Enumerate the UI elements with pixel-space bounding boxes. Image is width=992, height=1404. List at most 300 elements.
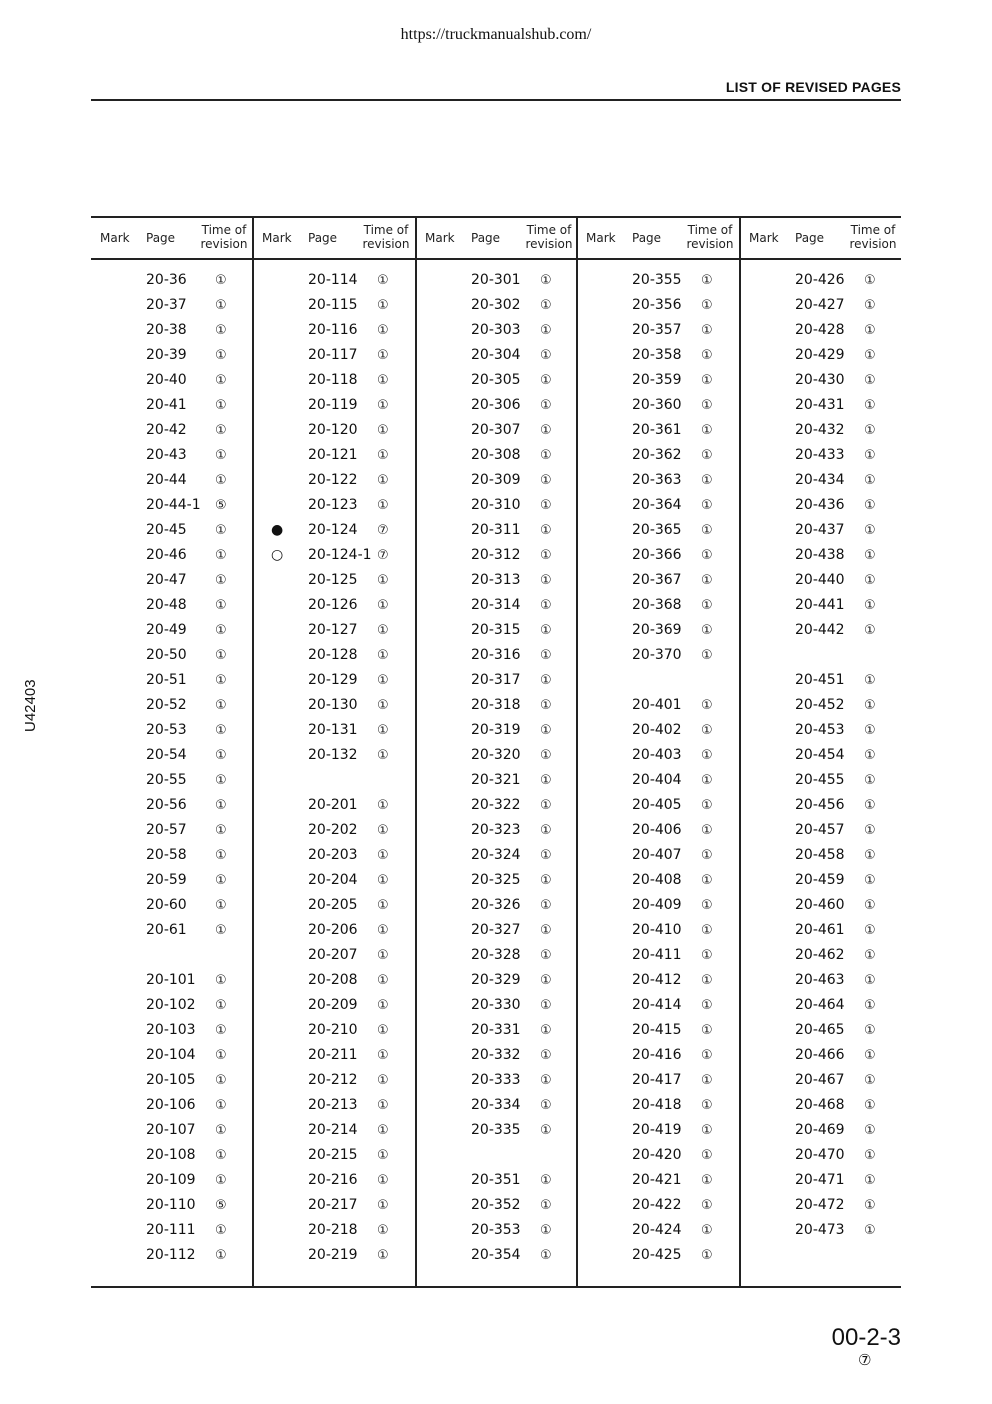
table-row [740,772,900,797]
page-cell: 20-470 [795,1147,845,1163]
page-cell: 20-460 [795,897,845,913]
page-cell: 20-54 [146,747,187,763]
revision-cell: ⑤ [215,1198,227,1213]
table-row [253,322,413,347]
table-row [416,1247,576,1272]
table-row [740,947,900,972]
page-cell: 20-303 [471,322,521,338]
page-cell: 20-368 [632,597,682,613]
column-header [253,218,414,258]
revision-cell: ① [215,823,227,838]
revision-cell: ① [701,323,713,338]
revision-cell: ① [215,698,227,713]
table-row [91,372,251,397]
table-row [416,1222,576,1247]
page-cell: 20-302 [471,297,521,313]
table-row [91,1172,251,1197]
page-cell: 20-463 [795,972,845,988]
table-row [91,1222,251,1247]
revision-cell: ① [540,1173,552,1188]
revision-cell: ① [215,473,227,488]
column-header [91,218,252,258]
header-time-line2: revision [362,237,410,251]
table-row [577,697,737,722]
page-cell: 20-430 [795,372,845,388]
table-row [577,1247,737,1272]
header-time-line1: Time of [363,223,409,237]
table-row [577,772,737,797]
table-row [416,697,576,722]
revision-cell: ① [701,1173,713,1188]
revision-cell: ① [540,698,552,713]
page-cell: 20-334 [471,1097,521,1113]
revision-cell: ① [864,1023,876,1038]
page-cell: 20-218 [308,1222,358,1238]
revision-cell: ① [701,573,713,588]
page-cell: 20-209 [308,997,358,1013]
table-row [577,497,737,522]
revision-cell: ① [377,848,389,863]
revision-cell: ① [864,973,876,988]
table-row [91,1047,251,1072]
table-row [577,672,737,697]
revision-cell: ① [215,673,227,688]
revision-cell: ① [377,723,389,738]
table-row [740,522,900,547]
revision-cell: ① [864,298,876,313]
revision-cell: ① [215,273,227,288]
table-row [91,1247,251,1272]
page-cell: 20-459 [795,872,845,888]
header-page: Page [632,231,662,245]
page-cell: 20-55 [146,772,187,788]
table-row [253,897,413,922]
page-cell: 20-452 [795,697,845,713]
revision-cell: ① [540,898,552,913]
revision-cell: ① [540,748,552,763]
page-cell: 20-311 [471,522,521,538]
revision-cell: ① [377,323,389,338]
table-row [253,822,413,847]
table-row [91,1122,251,1147]
page-cell: 20-216 [308,1172,358,1188]
revision-cell: ① [864,1123,876,1138]
revision-cell: ① [540,448,552,463]
table-row [416,672,576,697]
revision-cell: ① [377,998,389,1013]
revision-cell: ① [540,923,552,938]
page-cell: 20-42 [146,422,187,438]
revision-cell: ① [701,1073,713,1088]
revision-cell: ⑦ [377,548,389,563]
table-group [416,218,577,1286]
table-row [577,297,737,322]
page-cell: 20-114 [308,272,358,288]
revision-cell: ① [215,773,227,788]
revision-cell: ① [377,598,389,613]
page-cell: 20-211 [308,1047,358,1063]
revision-cell: ① [540,1048,552,1063]
revision-cell: ① [864,623,876,638]
page-cell: 20-214 [308,1122,358,1138]
page-cell: 20-419 [632,1122,682,1138]
table-row [577,1047,737,1072]
page-cell: 20-102 [146,997,196,1013]
page-cell: 20-47 [146,572,187,588]
revision-cell: ① [864,798,876,813]
revision-cell: ① [377,1073,389,1088]
revision-cell: ① [377,373,389,388]
page-cell: 20-328 [471,947,521,963]
table-row [577,1222,737,1247]
page-cell: 20-112 [146,1247,196,1263]
page-cell: 20-317 [471,672,521,688]
page-cell: 20-210 [308,1022,358,1038]
table-row [253,697,413,722]
page-cell: 20-307 [471,422,521,438]
table-row [253,1022,413,1047]
page-cell: 20-410 [632,922,682,938]
revision-cell: ① [377,573,389,588]
revision-cell: ① [215,973,227,988]
revision-cell: ① [377,1048,389,1063]
revision-cell: ① [701,348,713,363]
revision-cell: ① [540,948,552,963]
revision-cell: ① [864,548,876,563]
revision-cell: ① [864,1098,876,1113]
page-cell: 20-204 [308,872,358,888]
page-cell: 20-202 [308,822,358,838]
revision-cell: ① [215,373,227,388]
header-mark: Mark [586,231,616,245]
page-cell: 20-122 [308,472,358,488]
revision-cell: ① [540,773,552,788]
table-row [740,397,900,422]
table-row [740,272,900,297]
page-cell: 20-362 [632,447,682,463]
page-cell: 20-318 [471,697,521,713]
page-cell: 20-458 [795,847,845,863]
revision-cell: ① [215,898,227,913]
page-cell: 20-418 [632,1097,682,1113]
page-cell: 20-412 [632,972,682,988]
revision-cell: ① [215,323,227,338]
page-cell: 20-132 [308,747,358,763]
table-row [577,472,737,497]
page-cell: 20-206 [308,922,358,938]
header-mark: Mark [262,231,292,245]
table-row [577,1097,737,1122]
table-row [577,822,737,847]
revision-cell: ① [540,573,552,588]
table-row [253,922,413,947]
page-cell: 20-124 [308,522,358,538]
page-cell: 20-363 [632,472,682,488]
page-cell: 20-208 [308,972,358,988]
title-rule [91,99,901,101]
table-row [253,1122,413,1147]
table-row [577,997,737,1022]
table-row [253,522,413,547]
header-mark: Mark [100,231,130,245]
table-row [416,522,576,547]
table-row [91,297,251,322]
page-cell: 20-335 [471,1122,521,1138]
revision-cell: ① [540,1123,552,1138]
page-cell: 20-461 [795,922,845,938]
revision-cell: ① [864,723,876,738]
revision-cell: ① [864,348,876,363]
page-cell: 20-107 [146,1122,196,1138]
revision-cell: ① [701,1223,713,1238]
table-row [91,972,251,997]
revision-cell: ① [864,523,876,538]
page-cell: 20-467 [795,1072,845,1088]
table-row [577,972,737,997]
page-cell: 20-329 [471,972,521,988]
page-cell: 20-37 [146,297,187,313]
header-page: Page [308,231,338,245]
revision-cell: ⑤ [215,498,227,513]
page-cell: 20-472 [795,1197,845,1213]
page-cell: 20-314 [471,597,521,613]
revision-cell: ① [377,1123,389,1138]
revision-cell: ① [701,973,713,988]
table-row [577,422,737,447]
revision-cell: ① [215,1123,227,1138]
column-header [416,218,577,258]
page-cell: 20-468 [795,1097,845,1113]
page-cell: 20-105 [146,1072,196,1088]
table-row [253,947,413,972]
page-cell: 20-58 [146,847,187,863]
page-cell: 20-109 [146,1172,196,1188]
side-code: U42403 [22,679,39,732]
header-mark: Mark [425,231,455,245]
page-cell: 20-108 [146,1147,196,1163]
page-cell: 20-465 [795,1022,845,1038]
revision-cell: ① [701,1098,713,1113]
table-row [416,597,576,622]
table-row [577,947,737,972]
page-cell: 20-331 [471,1022,521,1038]
source-url: https://truckmanualshub.com/ [400,26,592,43]
revision-cell: ① [701,723,713,738]
table-row [740,672,900,697]
page-cell: 20-358 [632,347,682,363]
table-row [253,1222,413,1247]
table-row [740,572,900,597]
page-cell: 20-115 [308,297,358,313]
header-time-line2: revision [200,237,248,251]
page-cell: 20-434 [795,472,845,488]
page-cell: 20-215 [308,1147,358,1163]
header-mark: Mark [749,231,779,245]
revision-cell: ① [864,773,876,788]
revision-cell: ① [701,423,713,438]
table-row [740,597,900,622]
table-row [253,747,413,772]
revision-cell: ① [864,423,876,438]
table-row [253,722,413,747]
page-cell: 20-43 [146,447,187,463]
table-row [91,472,251,497]
table-row [253,547,413,572]
table-row [740,997,900,1022]
page-cell: 20-49 [146,622,187,638]
revision-cell: ① [377,273,389,288]
revision-cell: ① [864,948,876,963]
revision-cell: ① [540,648,552,663]
table-row [253,597,413,622]
revision-cell: ① [540,1248,552,1263]
table-row [577,872,737,897]
revision-cell: ① [864,898,876,913]
revision-cell: ① [540,673,552,688]
page-cell: 20-127 [308,622,358,638]
table-row [91,322,251,347]
table-row [416,572,576,597]
revision-cell: ① [215,1098,227,1113]
table-row [740,1197,900,1222]
table-row [91,897,251,922]
page-cell: 20-61 [146,922,187,938]
revision-cell: ① [215,423,227,438]
table-row [740,1147,900,1172]
page-cell: 20-312 [471,547,521,563]
page-cell: 20-414 [632,997,682,1013]
revision-cell: ① [377,648,389,663]
revision-cell: ① [540,848,552,863]
header-time-of-revision [846,223,900,251]
page-cell: 20-306 [471,397,521,413]
table-row [577,547,737,572]
header-time-line2: revision [849,237,897,251]
table-row [253,497,413,522]
revision-cell: ① [701,1248,713,1263]
table-row [740,647,900,672]
page-cell: 20-417 [632,1072,682,1088]
revision-cell: ① [540,423,552,438]
table-row [416,1022,576,1047]
table-row [253,1197,413,1222]
table-row [740,497,900,522]
table-row [577,272,737,297]
table-row [91,622,251,647]
revision-cell: ① [701,373,713,388]
page-cell: 20-453 [795,722,845,738]
revision-cell: ① [377,298,389,313]
revision-cell: ① [701,598,713,613]
page-cell: 20-52 [146,697,187,713]
page-cell: 20-57 [146,822,187,838]
revision-cell: ① [377,1223,389,1238]
table-row [577,1072,737,1097]
page-cell: 20-304 [471,347,521,363]
table-row [91,547,251,572]
revision-cell: ① [540,548,552,563]
page-cell: 20-440 [795,572,845,588]
table-group [253,218,414,1286]
revision-cell: ① [540,398,552,413]
table-row [740,1222,900,1247]
page-cell: 20-111 [146,1222,196,1238]
table-row [740,897,900,922]
table-row [577,722,737,747]
revision-cell: ① [215,398,227,413]
table-row [91,272,251,297]
revision-cell: ① [864,1148,876,1163]
revision-cell: ① [701,748,713,763]
column-header [740,218,901,258]
page-cell: 20-316 [471,647,521,663]
page-cell: 20-53 [146,722,187,738]
table-row [253,797,413,822]
table-row [91,772,251,797]
table-row [253,472,413,497]
page-cell: 20-320 [471,747,521,763]
table-row [416,922,576,947]
page-cell: 20-201 [308,797,358,813]
page-cell: 20-118 [308,372,358,388]
revision-cell: ① [864,498,876,513]
header-page: Page [795,231,825,245]
table-row [91,672,251,697]
page-cell: 20-330 [471,997,521,1013]
table-row [740,622,900,647]
table-row [91,797,251,822]
header-time-line2: revision [686,237,734,251]
page-cell: 20-353 [471,1222,521,1238]
page-cell: 20-431 [795,397,845,413]
table-row [577,622,737,647]
page-cell: 20-323 [471,822,521,838]
revision-cell: ① [540,1073,552,1088]
table-row [740,1097,900,1122]
revision-cell: ① [864,873,876,888]
page-cell: 20-213 [308,1097,358,1113]
page-cell: 20-44-1 [146,497,201,513]
table-row [91,347,251,372]
page-cell: 20-129 [308,672,358,688]
page-cell: 20-354 [471,1247,521,1263]
page-cell: 20-39 [146,347,187,363]
revision-cell: ① [215,298,227,313]
page-cell: 20-322 [471,797,521,813]
page-cell: 20-455 [795,772,845,788]
revision-cell: ① [701,648,713,663]
table-row [91,522,251,547]
page-cell: 20-426 [795,272,845,288]
revision-cell: ① [701,848,713,863]
table-row [416,797,576,822]
revision-cell: ① [864,848,876,863]
page-cell: 20-327 [471,922,521,938]
table-row [91,597,251,622]
revision-cell: ① [377,1148,389,1163]
page-cell: 20-464 [795,997,845,1013]
page-cell: 20-106 [146,1097,196,1113]
revision-cell: ① [701,523,713,538]
table-row [577,847,737,872]
table-row [253,997,413,1022]
page-cell: 20-469 [795,1122,845,1138]
revision-cell: ① [377,873,389,888]
page-cell: 20-420 [632,1147,682,1163]
page-cell: 20-315 [471,622,521,638]
page-cell: 20-116 [308,322,358,338]
page-cell: 20-219 [308,1247,358,1263]
